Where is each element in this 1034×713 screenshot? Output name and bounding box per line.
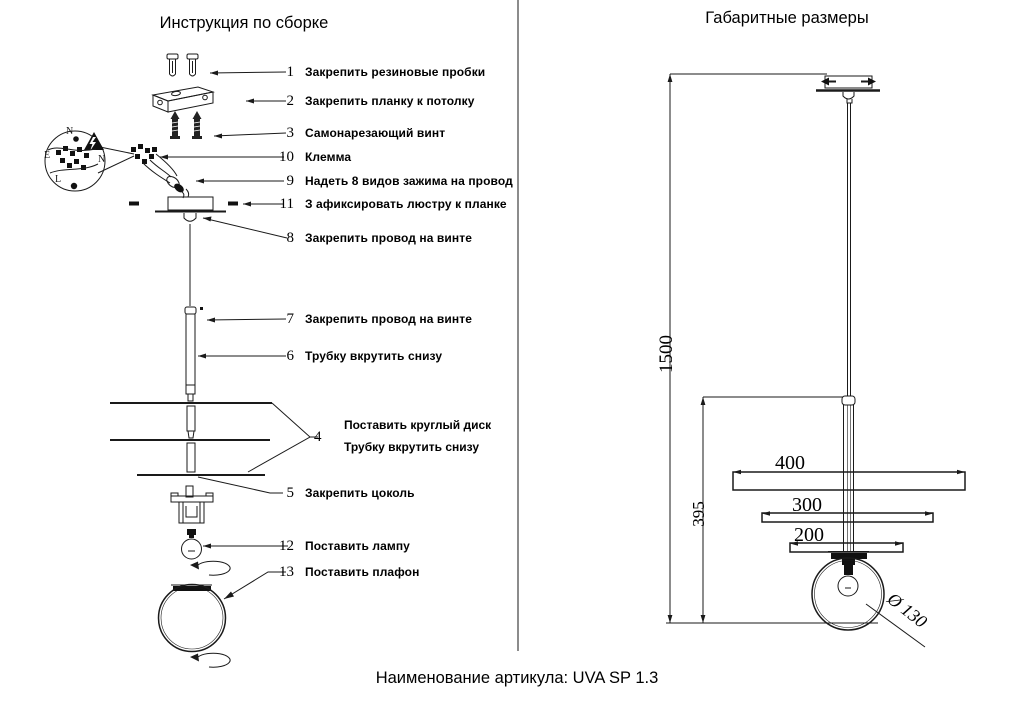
detail-label-l-left: E (44, 150, 51, 161)
step-number: 12 (279, 537, 294, 554)
step-text: Поставить плафон (305, 565, 420, 579)
ceiling-mount-drawing (816, 76, 880, 396)
step-number: 2 (286, 92, 294, 109)
step-number: 6 (286, 347, 294, 364)
step-text: Закрепить цоколь (305, 486, 415, 500)
step-label-13 (268, 564, 419, 580)
step-label-9 (268, 173, 513, 189)
step-label-3 (268, 125, 445, 141)
dimension-disc-300: 300 (792, 494, 822, 516)
step-text-4b: Трубку вкрутить снизу (344, 440, 479, 454)
dimension-disc-400: 400 (775, 452, 805, 474)
step-label-10 (268, 149, 351, 165)
step-text: Самонарезающий винт (305, 126, 446, 140)
step-number: 1 (286, 63, 294, 80)
step-label-5 (268, 485, 415, 501)
left-panel-title: Инструкция по сборке (159, 14, 329, 32)
step-label-6 (268, 348, 442, 364)
tube-drawing (185, 307, 203, 401)
rubber-plugs-drawing (167, 54, 198, 76)
bulb-drawing (182, 529, 202, 559)
step-text: Закрепить провод на винте (305, 312, 472, 326)
step-text: Поставить лампу (305, 539, 410, 553)
step-text: Закрепить провод на винте (305, 231, 472, 245)
dimension-total-height: 1500 (656, 335, 677, 373)
wiring-detail-circle (44, 126, 134, 191)
step-text: Трубку вкрутить снизу (305, 349, 443, 363)
mounting-bracket-drawing (153, 87, 213, 112)
article-name: Наименование артикула: UVA SP 1.3 (375, 669, 659, 687)
globe-drawing (159, 585, 226, 652)
canopy-drawing (129, 197, 238, 306)
step-label-11 (268, 196, 507, 212)
step-text: Надеть 8 видов зажима на провод (305, 174, 513, 188)
step-number-4: 4 (314, 429, 322, 445)
step-number: 10 (279, 148, 294, 165)
discs-drawing (110, 403, 272, 475)
step-number: 7 (286, 310, 294, 327)
step-number: 9 (286, 172, 294, 189)
step-number: 8 (286, 229, 294, 246)
step-number: 13 (279, 563, 294, 580)
step-label-8 (268, 230, 472, 246)
step-number: 3 (286, 124, 294, 141)
screws-drawing (170, 111, 202, 139)
step-label-1 (268, 64, 485, 80)
step-text: Клемма (305, 150, 352, 164)
dimension-disc-200: 200 (794, 524, 824, 546)
step-text: Закрепить резиновые пробки (305, 65, 486, 79)
dimension-globe-diameter: Ø 130 (883, 588, 931, 632)
pendant-rod-drawing (842, 396, 855, 552)
dimension-shade-height: 395 (689, 501, 708, 527)
socket-drawing (171, 486, 213, 523)
detail-label-n-top: N (66, 126, 74, 137)
step-label-12 (268, 538, 410, 554)
detail-label-n-right: N (98, 154, 106, 165)
terminal-block-drawing (131, 144, 189, 198)
step-text: Закрепить планку к потолку (305, 94, 475, 108)
step-number: 5 (286, 484, 294, 501)
step-text: З афиксировать люстру к планке (305, 197, 507, 211)
step-number: 11 (279, 195, 294, 212)
right-panel-title: Габаритные размеры (705, 9, 869, 27)
step-label-7 (268, 311, 472, 327)
step-text-4a: Поставить круглый диск (344, 418, 492, 432)
detail-label-l-bottom: L (55, 174, 62, 185)
step-label-2 (268, 93, 475, 109)
disc-dimension-drawing (733, 470, 965, 552)
